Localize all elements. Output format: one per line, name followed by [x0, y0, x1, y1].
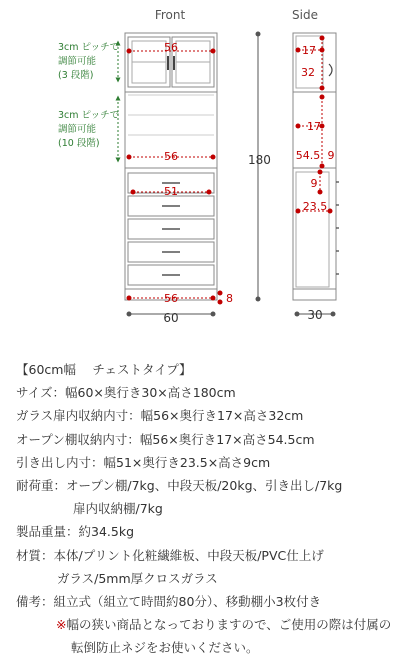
spec-remarks-note-cont: 転倒防止ネジをお使いください。 [71, 640, 259, 656]
spec-title: 【60cm幅 チェストタイプ】 [16, 362, 192, 377]
svg-text:調節可能: 調節可能 [58, 124, 97, 135]
spec-material: 材質：本体/プリント化粧繊維板、中段天板/PVC仕上げ [16, 547, 324, 563]
drawer-width-label: 51 [164, 185, 178, 198]
spec-size: サイズ：幅60×奥行き30×高さ180cm [16, 385, 236, 401]
open-depth-label: 17 [307, 120, 321, 133]
spec-load-cont: 扉内収納棚/7kg [73, 501, 163, 517]
drawer-depth-label: 23.5 [302, 200, 328, 213]
upper-adjust-note [58, 42, 119, 81]
glass-height-label: 32 [301, 66, 315, 79]
base-width-label: 56 [164, 292, 178, 305]
total-height-label: 180 [248, 153, 271, 167]
spec-glass-storage: ガラス扉内収納内寸：幅56×奥行き17×高さ32cm [16, 408, 304, 424]
glass-depth-label: 17 [302, 44, 316, 57]
spec-open-storage: オープン棚収納内寸：幅56×奥行き17×高さ54.5cm [16, 431, 315, 447]
note-text: 幅の狭い商品となっておりますので、ご使用の際は付属の [66, 617, 392, 633]
svg-text:3cm ピッチで: 3cm ピッチで [58, 110, 120, 121]
front-view-cabinet [125, 33, 217, 300]
spec-remarks-note [16, 613, 416, 636]
open-width-label: 56 [164, 150, 178, 163]
drawer-height-label: 9 [310, 177, 318, 190]
spec-drawer: 引き出し内寸：幅51×奥行き23.5×高さ9cm [16, 454, 271, 470]
spec-material-cont: ガラス/5mm厚クロスガラス [57, 570, 218, 586]
glass-width-label: 56 [164, 41, 178, 54]
front-view-title: Front [154, 8, 186, 22]
spec-weight: 製品重量：約34.5kg [16, 524, 135, 540]
svg-text:(3 段階): (3 段階) [58, 70, 94, 81]
spec-remarks: 備考：組立式（組立て時間約80分）、移動棚小3枚付き [16, 594, 322, 610]
svg-text:(10 段階): (10 段階) [58, 138, 100, 149]
spec-list [16, 358, 416, 660]
spec-load: 耐荷重：オープン棚/7kg、中段天板/20kg、引き出し/7kg [16, 478, 343, 494]
lower-adjust-note [58, 110, 119, 149]
shelf-thickness-label: 9 [327, 149, 335, 162]
open-height-label: 54.5 [295, 149, 321, 162]
svg-text:3cm ピッチで: 3cm ピッチで [58, 42, 120, 53]
total-depth-label: 30 [307, 308, 323, 322]
total-width-label: 60 [163, 311, 179, 325]
side-view-title: Side [292, 8, 318, 22]
note-mark: ※ [56, 617, 67, 633]
base-height-label: 8 [226, 292, 233, 305]
svg-text:調節可能: 調節可能 [58, 56, 97, 67]
